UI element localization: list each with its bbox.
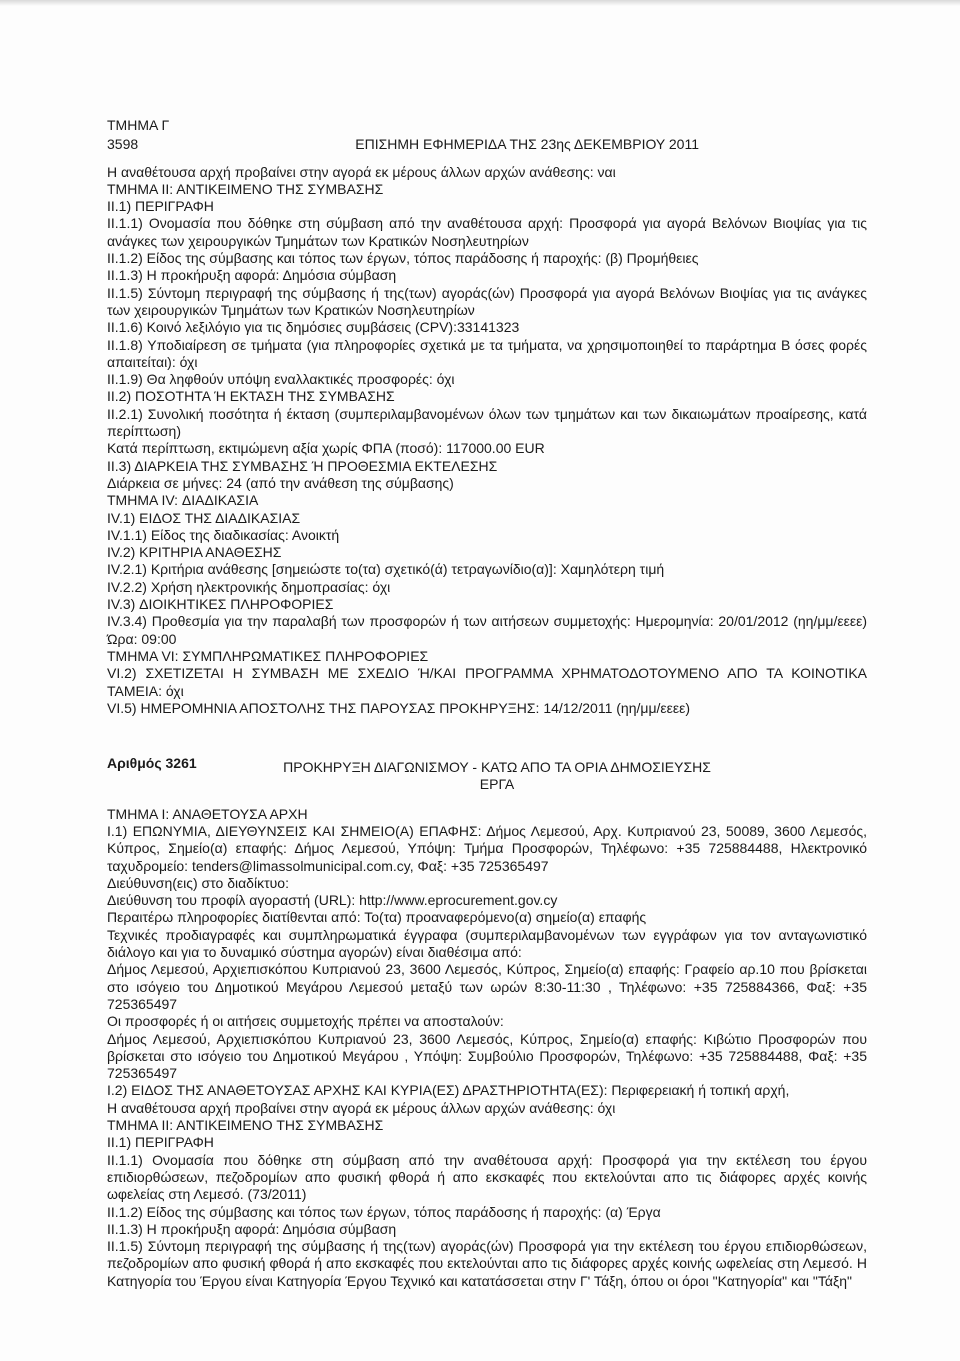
text-line: Ι.2) ΕΙΔΟΣ ΤΗΣ ΑΝΑΘΕΤΟΥΣΑΣ ΑΡΧΗΣ ΚΑΙ ΚΥΡΙΑ(ΕΣ) ΔΡΑΣΤΗΡΙΟΤΗΤΑ(ΕΣ): Περιφερειακή ή τοπική αρχή, <box>107 1082 790 1099</box>
text-line: Η αναθέτουσα αρχή προβαίνει στην αγορά εκ μέρους άλλων αρχών ανάθεσης: ναι <box>107 163 616 180</box>
gazette-title: ΕΠΙΣΗΜΗ ΕΦΗΜΕΡΙΔΑ ΤΗΣ 23ης ΔΕΚΕΜΒΡΙΟΥ 2011 <box>355 136 699 153</box>
text-line: IV.1) ΕΙΔΟΣ ΤΗΣ ΔΙΑΔΙΚΑΣΙΑΣ <box>107 509 301 526</box>
text-line: IV.3.4) Προθεσμία για την παραλαβή των προσφορών ή των αιτήσεων συμμετοχής: Ημερομηνία: 20/01/2012 (ηη/μμ/εεεε) Ώρα: 09:00 <box>107 613 867 647</box>
text-line: Δήμος Λεμεσού, Αρχιεπισκόπου Κυπριανού 23, 3600 Λεμεσός, Κύπρος, Σημείο(α) επαφής: Κιβώτιο Προσφορών που βρίσκεται στο ισόγειο του Δημοτικού Μεγάρου , Υπόψη: Συμβούλιο Προσφορών, Τηλέφωνο: +35 725884488, Φαξ: +35 725365497 <box>107 1030 867 1082</box>
text-line: Διεύθυνση του προφίλ αγοραστή (URL): http://www.eprocurement.gov.cy <box>107 892 558 909</box>
text-line: Κατά περίπτωση, εκτιμώμενη αξία χωρίς ΦΠΑ (ποσό): 117000.00 EUR <box>107 440 545 457</box>
text-line: ΤΜΗΜΑ IV: ΔΙΑΔΙΚΑΣΙΑ <box>107 492 259 509</box>
notice-title: ΠΡΟΚΗΡΥΞΗ ΔΙΑΓΩΝΙΣΜΟΥ - ΚΑΤΩ ΑΠΟ ΤΑ ΟΡΙΑ ΔΗΜΟΣΙΕΥΣΗΣ <box>283 759 711 776</box>
text-line: ΙΙ.1.1) Ονομασία που δόθηκε στη σύμβαση από την αναθέτουσα αρχή: Προσφορά για την εκτέλεση του έργου επιδιορθώσεων, πεζοδρομίων απο φυσική φθορά ή απο εκσκαφές που εκτελούνται απο τις διάφορες αρχές κοινής ωφελείας στη Λεμεσό. (73/2011) <box>107 1151 867 1203</box>
text-line: IV.2) ΚΡΙΤΗΡΙΑ ΑΝΑΘΕΣΗΣ <box>107 544 282 561</box>
text-line: ΤΜΗΜΑ Ι: ΑΝΑΘΕΤΟΥΣΑ ΑΡΧΗ <box>107 805 308 822</box>
text-line: ΙΙ.1.3) Η προκήρυξη αφορά: Δημόσια σύμβαση <box>107 267 397 284</box>
text-line: Διάρκεια σε μήνες: 24 (από την ανάθεση της σύμβασης) <box>107 474 454 491</box>
text-line: VI.5) ΗΜΕΡΟΜΗΝΙΑ ΑΠΟΣΤΟΛΗΣ ΤΗΣ ΠΑΡΟΥΣΑΣ ΠΡΟΚΗΡΥΞΗΣ: 14/12/2011 (ηη/μμ/εεεε) <box>107 699 691 716</box>
text-line: IV.3) ΔΙΟΙΚΗΤΙΚΕΣ ΠΛΗΡΟΦΟΡΙΕΣ <box>107 596 334 613</box>
text-line: ΙΙ.1) ΠΕΡΙΓΡΑΦΗ <box>107 1134 214 1151</box>
text-line: ΙΙ.1.1) Ονομασία που δόθηκε στη σύμβαση από την αναθέτουσα αρχή: Προσφορά για αγορά Βελόνων Βιοψίας για τις ανάγκες των χειρουργικών Τμημάτων των Κρατικών Νοσηλευτηρίων <box>107 215 867 249</box>
text-line: IV.2.1) Κριτήρια ανάθεσης [σημειώστε το(τα) σχετικό(ά) τετραγωνίδιο(α)]: Χαμηλότερη τιμή <box>107 561 665 578</box>
text-line: Περαιτέρω πληροφορίες διατίθενται από: Το(τα) προαναφερόμενο(α) σημείο(α) επαφής <box>107 909 647 926</box>
text-line: ΙΙ.1.6) Κοινό λεξιλόγιο για τις δημόσιες συμβάσεις (CPV):33141323 <box>107 319 520 336</box>
text-line: ΙΙ.1.9) Θα ληφθούν υπόψη εναλλακτικές προσφορές: όχι <box>107 371 455 388</box>
text-line: ΙΙ.1.3) Η προκήρυξη αφορά: Δημόσια σύμβαση <box>107 1220 397 1237</box>
text-line: ΤΜΗΜΑ VI: ΣΥΜΠΛΗΡΩΜΑΤΙΚΕΣ ΠΛΗΡΟΦΟΡΙΕΣ <box>107 647 429 664</box>
text-line: IV.1.1) Είδος της διαδικασίας: Ανοικτή <box>107 526 340 543</box>
text-line: Τεχνικές προδιαγραφές και συμπληρωματικά έγγραφα (συμπεριλαμβανομένων των εγγράφων για τον ανταγωνιστικό διάλογο και για το δυναμικό σύστημα αγορών) είναι διαθέσιμα από: <box>107 926 867 961</box>
notice-heading <box>107 747 867 776</box>
text-line: Δήμος Λεμεσού, Αρχιεπισκόπου Κυπριανού 23, 3600 Λεμεσός, Κύπρος, Σημείο(α) επαφής: Γραφείο αρ.10 που βρίσκεται στο ισόγειο του Δημοτικού Μεγάρου Λεμεσού μεταξύ των ωρών 8:30-11:30 , Τηλέφωνο: +35 725884366, Φαξ: +35 725365497 <box>107 961 867 1012</box>
notice-subtitle: ΕΡΓΑ <box>479 776 515 793</box>
notice-number: Αριθμός 3261 <box>107 755 197 772</box>
notice-spacer <box>107 717 867 737</box>
text-line: ΙΙ.1) ΠΕΡΙΓΡΑΦΗ <box>107 198 214 215</box>
page-number: 3598 <box>107 136 139 153</box>
text-line: ΙΙ.1.2) Είδος της σύμβασης και τόπος των έργων, τόπος παράδοσης ή παροχής: (β) Προμήθειες <box>107 250 699 267</box>
text-line: Οι προσφορές ή οι αιτήσεις συμμετοχής πρέπει να αποσταλούν: <box>107 1013 504 1030</box>
text-line: Η αναθέτουσα αρχή προβαίνει στην αγορά εκ μέρους άλλων αρχών ανάθεσης: όχι <box>107 1099 616 1116</box>
text-line: IV.2.2) Χρήση ηλεκτρονικής δημοπρασίας: όχι <box>107 578 391 595</box>
page-content <box>107 117 867 1290</box>
text-line: ΙΙ.1.5) Σύντομη περιγραφή της σύμβασης ή της(των) αγοράς(ών) Προσφορά για την εκτέλεση του έργου επιδιορθώσεων, πεζοδρομίων απο φυσική φθορά ή απο εκσκαφές που εκτελούνται απο τις διάφορες αρχές κοινής ωφελείας στη Λεμεσό. Η Κατηγορία του Έργου είναι Κατηγορία Έργου Τεχνικό και κατατάσσεται στην Γ' Τάξη, όπου οι όροι "Κατηγορία" και "Τάξη" <box>107 1238 867 1289</box>
text-line: ΙΙ.1.8) Υποδιαίρεση σε τμήματα (για πληροφορίες σχετικά με τα τμήματα, να χρησιμοποιηθεί το παράρτημα Β όσες φορές απαιτείται): όχι <box>107 336 867 370</box>
section-mark: ΤΜΗΜΑ Γ <box>107 117 170 133</box>
text-line: ΙΙ.2) ΠΟΣΟΤΗΤΑ Ή ΕΚΤΑΣΗ ΤΗΣ ΣΥΜΒΑΣΗΣ <box>107 388 395 405</box>
previous-notice-body <box>107 164 867 718</box>
text-line: ΙΙ.3) ΔΙΑΡΚΕΙΑ ΤΗΣ ΣΥΜΒΑΣΗΣ Ή ΠΡΟΘΕΣΜΙΑ ΕΚΤΕΛΕΣΗΣ <box>107 457 498 474</box>
text-line: ΙΙ.2.1) Συνολική ποσότητα ή έκταση (συμπεριλαμβανομένων όλων των τμημάτων και των δικαιωμάτων προαίρεσης, κατά περίπτωση) <box>107 405 867 440</box>
text-line: ΤΜΗΜΑ ΙΙ: ΑΝΤΙΚΕΙΜΕΝΟ ΤΗΣ ΣΥΜΒΑΣΗΣ <box>107 180 384 197</box>
page-header <box>107 136 707 153</box>
text-line: ΙΙ.1.2) Είδος της σύμβασης και τόπος των έργων, τόπος παράδοσης ή παροχής: (α) Έργα <box>107 1203 661 1220</box>
text-line: Διεύθυνση(εις) στο διαδίκτυο: <box>107 874 289 891</box>
text-line: ΤΜΗΜΑ ΙΙ: ΑΝΤΙΚΕΙΜΕΝΟ ΤΗΣ ΣΥΜΒΑΣΗΣ <box>107 1117 384 1134</box>
text-line: Ι.1) ΕΠΩΝΥΜΙΑ, ΔΙΕΥΘΥΝΣΕΙΣ ΚΑΙ ΣΗΜΕΙΟ(Α) ΕΠΑΦΗΣ: Δήμος Λεμεσού, Αρχ. Κυπριανού 23, 50089, 3600 Λεμεσός, Κύπρος, Σημείο(α) επαφής: Δήμος Λεμεσού, Υπόψη: Τμήμα Προσφορών, Τηλέφωνο: +35 725884488, Ηλεκτρονικό ταχυδρομείο: tenders@limassolmunicipal.com.cy, Φαξ: +35 725365497 <box>107 822 867 874</box>
scan-top-edge <box>0 0 960 6</box>
text-line: VI.2) ΣΧΕΤΙΖΕΤΑΙ Η ΣΥΜΒΑΣΗ ΜΕ ΣΧΕΔΙΟ Ή/ΚΑΙ ΠΡΟΓΡΑΜΜΑ ΧΡΗΜΑΤΟΔΟΤΟΥΜΕΝΟ ΑΠΟ ΤΑ ΚΟΙΝΟΤΙΚΑ ΤΑΜΕΙΑ: όχι <box>107 665 867 699</box>
text-line: ΙΙ.1.5) Σύντομη περιγραφή της σύμβασης ή της(των) αγοράς(ών) Προσφορά για αγορά Βελόνων Βιοψίας για τις ανάγκες των χειρουργικών Τμημάτων των Κρατικών Νοσηλευτηρίων <box>107 284 867 318</box>
notice-3261-body <box>107 806 867 1290</box>
